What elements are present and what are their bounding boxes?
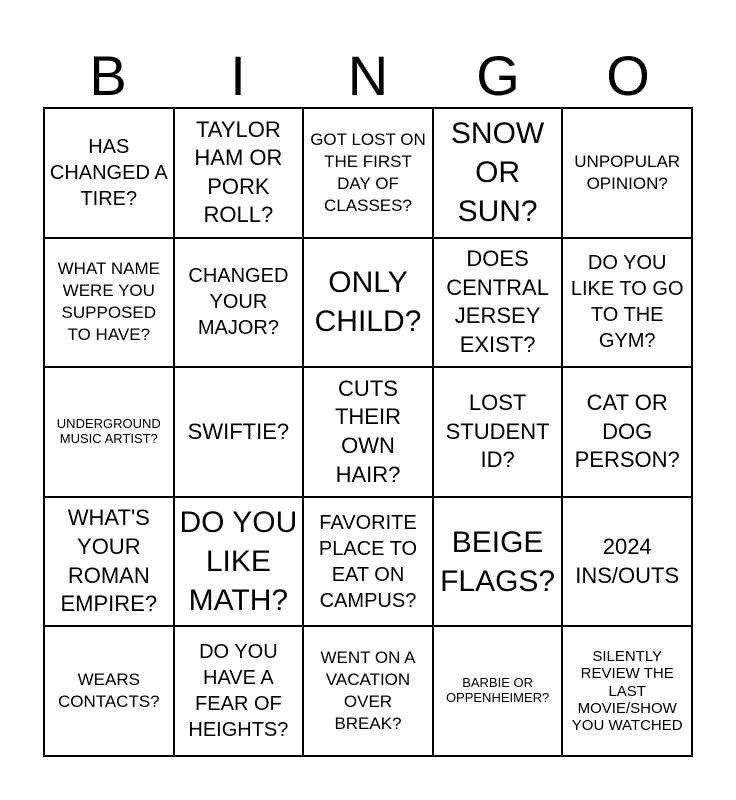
bingo-cell[interactable]: SWIFTIE? bbox=[174, 367, 304, 497]
bingo-cell[interactable]: CAT OR DOG PERSON? bbox=[562, 367, 692, 497]
header-letter-n: N bbox=[347, 44, 389, 107]
bingo-cell[interactable]: DOES CENTRAL JERSEY EXIST? bbox=[433, 238, 563, 368]
bingo-header bbox=[43, 45, 693, 107]
bingo-cell[interactable]: 2024 INS/OUTS bbox=[562, 497, 692, 627]
header-letter-i: I bbox=[230, 44, 246, 107]
header-letter-g: G bbox=[476, 44, 520, 107]
bingo-cell[interactable]: HAS CHANGED A TIRE? bbox=[44, 108, 174, 238]
bingo-cell[interactable]: SNOW OR SUN? bbox=[433, 108, 563, 238]
bingo-cell[interactable]: ONLY CHILD? bbox=[303, 238, 433, 368]
bingo-cell[interactable]: DO YOU LIKE TO GO TO THE GYM? bbox=[562, 238, 692, 368]
bingo-cell[interactable]: GOT LOST ON THE FIRST DAY OF CLASSES? bbox=[303, 108, 433, 238]
bingo-cell[interactable]: UNPOPULAR OPINION? bbox=[562, 108, 692, 238]
bingo-cell[interactable]: TAYLOR HAM OR PORK ROLL? bbox=[174, 108, 304, 238]
header-letter-o: O bbox=[606, 44, 650, 107]
bingo-cell[interactable]: BARBIE OR OPPENHEIMER? bbox=[433, 626, 563, 756]
bingo-cell[interactable]: CUTS THEIR OWN HAIR? bbox=[303, 367, 433, 497]
bingo-cell[interactable]: SILENTLY REVIEW THE LAST MOVIE/SHOW YOU WATCHED bbox=[562, 626, 692, 756]
bingo-cell[interactable]: DO YOU HAVE A FEAR OF HEIGHTS? bbox=[174, 626, 304, 756]
bingo-cell[interactable]: WHAT NAME WERE YOU SUPPOSED TO HAVE? bbox=[44, 238, 174, 368]
bingo-cell[interactable]: WENT ON A VACATION OVER BREAK? bbox=[303, 626, 433, 756]
bingo-card-grid bbox=[43, 107, 693, 757]
bingo-cell[interactable]: CHANGED YOUR MAJOR? bbox=[174, 238, 304, 368]
bingo-cell[interactable]: FAVORITE PLACE TO EAT ON CAMPUS? bbox=[303, 497, 433, 627]
header-letter-b: B bbox=[89, 44, 127, 107]
bingo-cell[interactable]: DO YOU LIKE MATH? bbox=[174, 497, 304, 627]
bingo-cell[interactable]: BEIGE FLAGS? bbox=[433, 497, 563, 627]
bingo-cell[interactable]: UNDERGROUND MUSIC ARTIST? bbox=[44, 367, 174, 497]
bingo-cell[interactable]: WEARS CONTACTS? bbox=[44, 626, 174, 756]
bingo-cell[interactable]: WHAT'S YOUR ROMAN EMPIRE? bbox=[44, 497, 174, 627]
bingo-cell[interactable]: LOST STUDENT ID? bbox=[433, 367, 563, 497]
